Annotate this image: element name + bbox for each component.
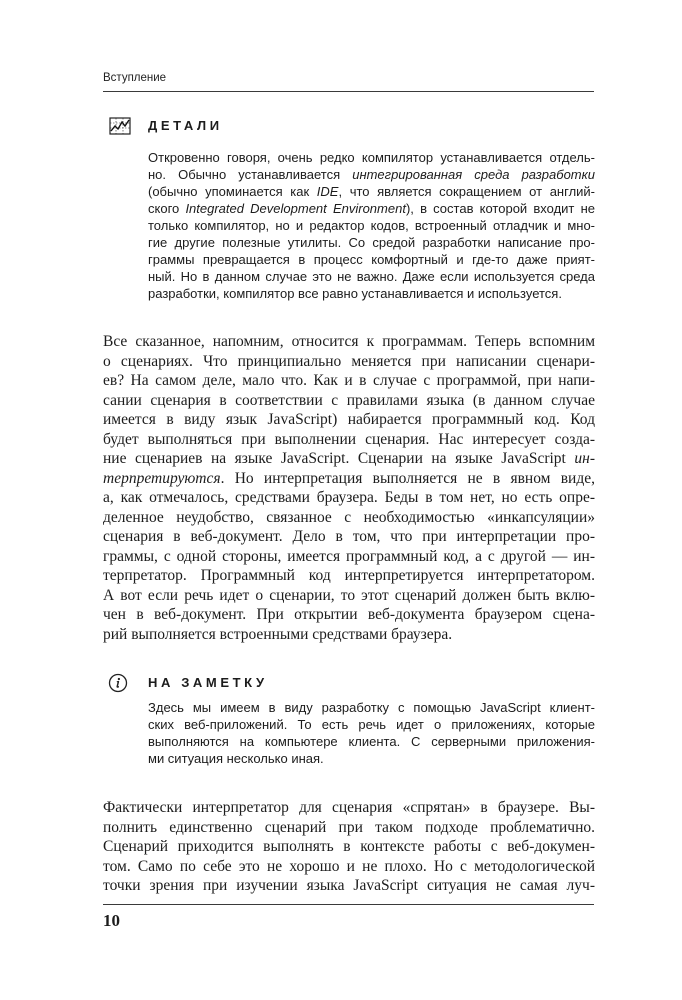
- text-segment: сценария в веб-документ. Дело в том, что при интерпретации про-: [103, 528, 595, 546]
- text-segment: будет выполняться при выполнении сценария. Нас интересует созда-: [103, 430, 595, 448]
- text-segment: но. Обычно устанавливается: [148, 166, 353, 182]
- text-line: [148, 200, 595, 217]
- text-line: [148, 699, 595, 716]
- text-segment: выполняются на компьютере клиента. С серверными приложения-: [148, 733, 595, 749]
- text-segment: ми ситуация несколько иная.: [148, 750, 324, 766]
- text-line: [148, 149, 595, 166]
- text-line: [103, 508, 595, 528]
- text-line: [148, 716, 595, 733]
- text-line: [103, 625, 595, 645]
- text-line: [103, 798, 595, 818]
- header-rule: [103, 91, 594, 92]
- text-segment: Откровенно говоря, очень редко компилятор устанавливается отдель-: [148, 149, 595, 165]
- text-line: [148, 251, 595, 268]
- emphasized-text: терпретируются: [103, 469, 221, 487]
- footer-rule: [103, 904, 594, 905]
- main-paragraph: [103, 332, 595, 644]
- text-segment: разработки, компилятор все равно устанавливается и используется.: [148, 285, 562, 301]
- text-line: [103, 469, 595, 489]
- info-icon: [108, 673, 128, 698]
- details-title: ДЕТАЛИ: [148, 118, 223, 133]
- text-segment: ев? На самом деле, мало что. Как и в случае с программой, при напи-: [103, 372, 595, 390]
- text-line: [103, 449, 595, 469]
- text-segment: ского: [148, 200, 186, 216]
- text-segment: ный. Но в данном случае это не важно. Даже если используется среда: [148, 268, 595, 284]
- text-line: [103, 391, 595, 411]
- text-segment: деленное неудобство, связанное с необходимостью «инкапсуляции»: [103, 508, 595, 526]
- text-line: [103, 876, 595, 896]
- main-paragraph: [103, 798, 595, 896]
- emphasized-text: интегрированная среда разработки: [352, 166, 595, 182]
- text-segment: сании сценария в соответствии с правилами языка (в данном случае: [103, 391, 595, 409]
- running-header: Вступление: [103, 72, 167, 84]
- text-line: [103, 818, 595, 838]
- text-line: [103, 547, 595, 567]
- text-segment: имеется в виду язык JavaScript) набирается программный код. Код: [103, 411, 595, 429]
- emphasized-text: IDE: [316, 183, 339, 199]
- text-segment: ние сценариев на языке JavaScript. Сценарии на языке JavaScript: [103, 450, 575, 468]
- text-segment: чен в веб-документ. При открытии веб-документа браузером сцена-: [103, 606, 595, 624]
- emphasized-text: Integrated Development Environment: [185, 200, 406, 216]
- text-segment: ских веб-приложений. То есть речь идет о приложениях, которые: [148, 716, 595, 732]
- text-line: [103, 857, 595, 877]
- text-segment: А вот если речь идет о сценарии, то этот сценарий должен быть вклю-: [103, 586, 595, 604]
- text-line: [103, 837, 595, 857]
- text-line: [103, 586, 595, 606]
- text-segment: терпретатор. Программный код интерпретируется интерпретатором.: [103, 567, 595, 585]
- text-line: [148, 183, 595, 200]
- text-segment: Сценарий приходится выполнять в контексте работы с веб-докумен-: [103, 838, 595, 856]
- text-line: [148, 285, 595, 302]
- text-segment: , что является сокращением от англий-: [338, 183, 596, 199]
- text-segment: граммы превращается в процесс комфортный и где-то даже прият-: [148, 251, 595, 267]
- text-segment: рий выполняется встроенными средствами браузера.: [103, 625, 453, 643]
- chart-icon: [109, 117, 131, 140]
- text-segment: Здесь мы имеем в виду разработку с помощью JavaScript клиент-: [148, 699, 595, 715]
- text-segment: о сценариях. Что принципиально меняется при написании сценари-: [103, 352, 595, 370]
- text-line: [148, 166, 595, 183]
- text-line: [148, 217, 595, 234]
- page-number: 10: [103, 911, 120, 930]
- text-segment: гие другие полезные утилиты. Со средой разработки написание про-: [148, 234, 595, 250]
- text-line: [148, 268, 595, 285]
- text-line: [103, 488, 595, 508]
- emphasized-text: ин-: [574, 450, 595, 468]
- text-line: [103, 332, 595, 352]
- text-line: [103, 527, 595, 547]
- text-line: [103, 371, 595, 391]
- text-line: [103, 566, 595, 586]
- text-segment: . Но интерпретация выполняется не в явном виде,: [220, 469, 595, 487]
- text-segment: полнить единственно сценарий при таком подходе проблематично.: [103, 818, 595, 836]
- text-segment: Фактически интерпретатор для сценария «спрятан» в браузере. Вы-: [103, 799, 595, 817]
- text-segment: (обычно упоминается как: [148, 183, 317, 199]
- text-segment: том. Само по себе это не хорошо и не плохо. Но с методологической: [103, 857, 595, 875]
- text-segment: ), в состав которой входит не: [405, 200, 595, 216]
- text-segment: а, как отмечалось, средствами браузера. Беды в том нет, но есть опре-: [103, 489, 595, 507]
- note-title: НА ЗАМЕТКУ: [148, 675, 268, 690]
- text-line: [103, 605, 595, 625]
- text-segment: Все сказанное, напомним, относится к программам. Теперь вспомним: [103, 333, 595, 351]
- details-body: [148, 149, 595, 302]
- text-line: [148, 733, 595, 750]
- text-line: [148, 750, 595, 767]
- text-line: [103, 430, 595, 450]
- text-segment: только компилятор, но и редактор кодов, встроенный отладчик и мно-: [148, 217, 595, 233]
- text-line: [103, 352, 595, 372]
- text-segment: граммы, с одной стороны, имеется программный код, а с другой — ин-: [103, 547, 595, 565]
- note-body: [148, 699, 595, 767]
- text-line: [148, 234, 595, 251]
- text-segment: точки зрения при изучении языка JavaScript ситуация не самая луч-: [103, 877, 595, 895]
- text-line: [103, 410, 595, 430]
